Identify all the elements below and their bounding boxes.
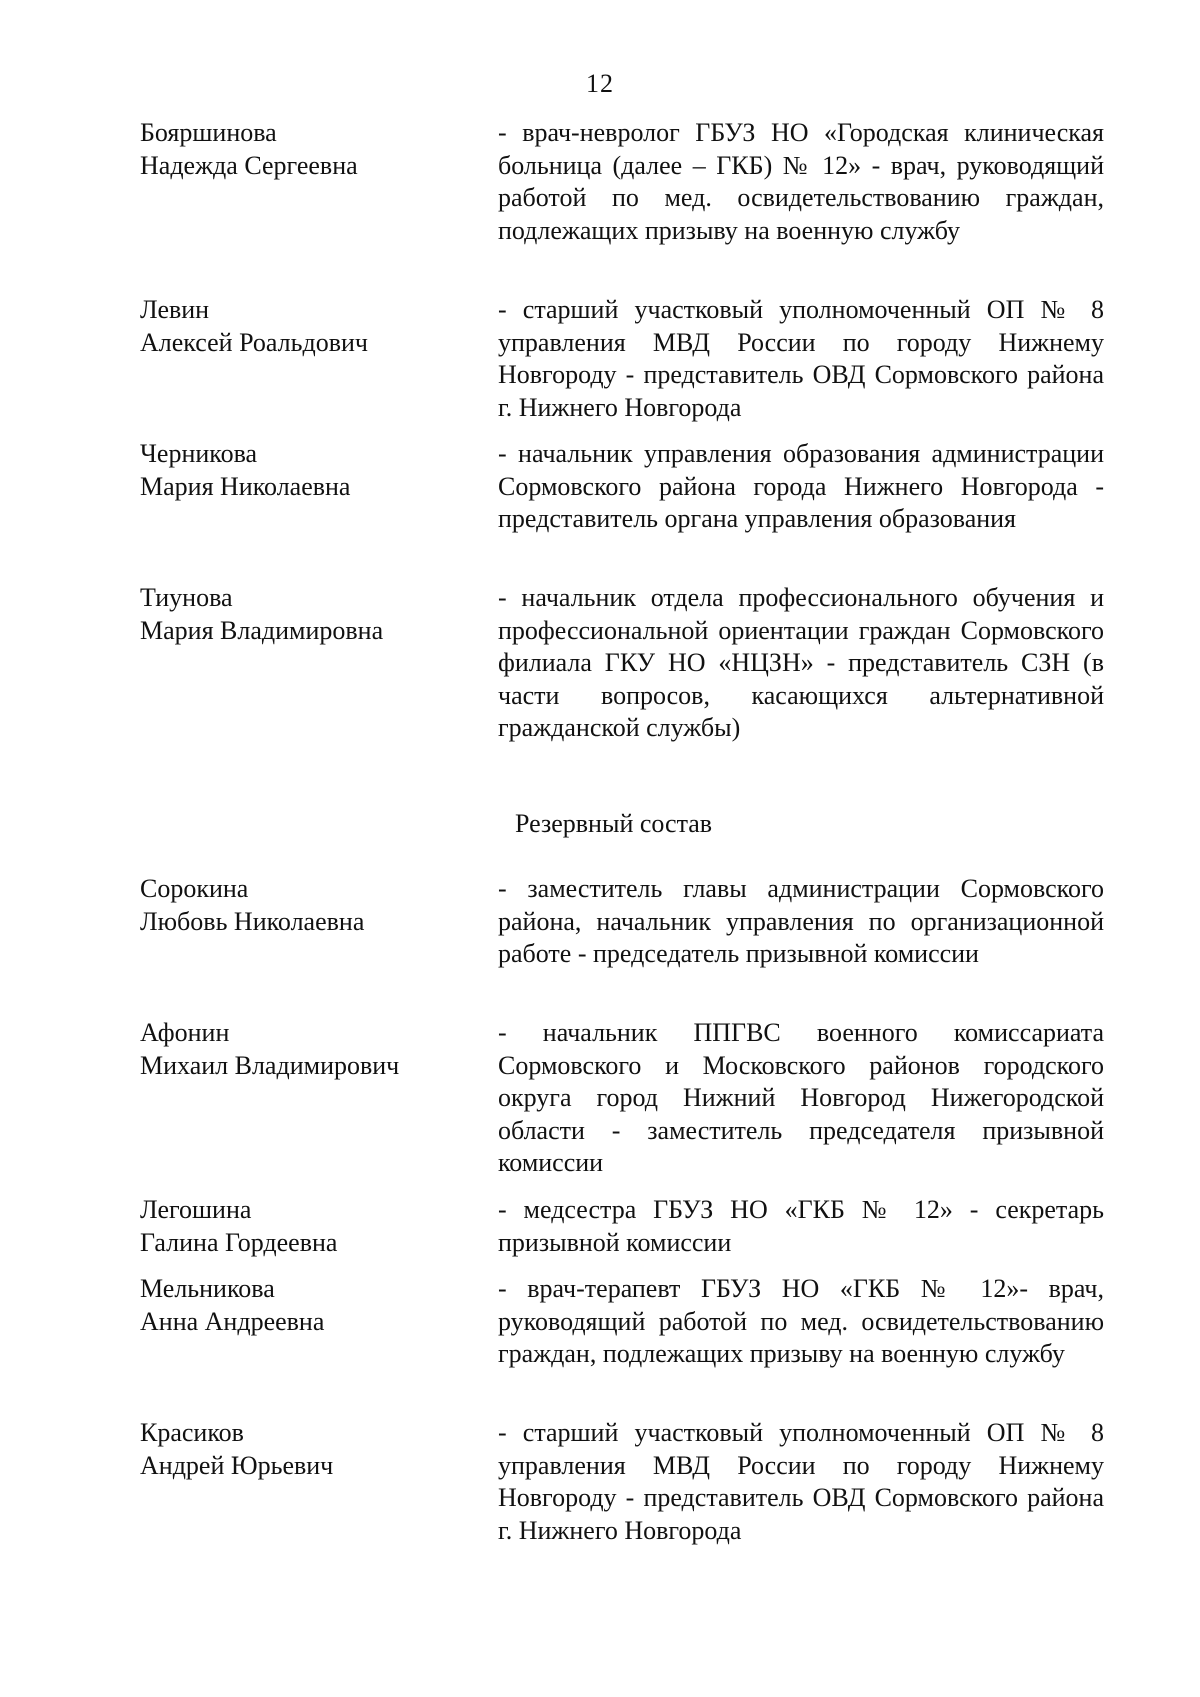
member-surname: Черникова [140,439,258,468]
member-surname: Сорокина [140,874,249,903]
member-name [140,582,470,647]
member-given-names: Алексей Роальдович [140,327,368,357]
member-surname: Бояршинова [140,118,277,147]
member-name [140,1017,470,1082]
member-name [140,1417,470,1482]
member-given-names: Любовь Николаевна [140,906,365,936]
member-role: - врач-невролог ГБУЗ НО «Городская клиническая больница (далее – ГКБ) № 12» - врач, руководящий работой по мед. освидетельствованию граждан, подлежащих призыву на военную службу [498,118,1104,245]
member-name [140,1194,470,1259]
member-role: - старший участковый уполномоченный ОП № 8 управления МВД России по городу Нижнему Новгороду - представитель ОВД Сормовского района г. Нижнего Новгорода [498,295,1104,422]
member-surname: Левин [140,295,210,324]
member-role: - заместитель главы администрации Сормовского района, начальник управления по организационной работе - председатель призывной комиссии [498,874,1104,968]
member-surname: Тиунова [140,583,233,612]
member-given-names: Андрей Юрьевич [140,1450,334,1480]
member-surname: Мельникова [140,1274,275,1303]
member-role: - врач-терапевт ГБУЗ НО «ГКБ № 12»- врач, руководящий работой по мед. освидетельствованию граждан, подлежащих призыву на военную службу [498,1274,1104,1368]
member-given-names: Надежда Сергеевна [140,150,358,180]
member-surname: Афонин [140,1018,230,1047]
member-name [140,294,470,359]
member-surname: Легошина [140,1195,252,1224]
member-name [140,1273,470,1338]
page-number: 12 [586,69,614,98]
member-name [140,117,470,182]
member-given-names: Михаил Владимирович [140,1050,400,1080]
member-given-names: Анна Андреевна [140,1306,325,1336]
member-surname: Красиков [140,1418,244,1447]
member-name [140,873,470,938]
member-role: - медсестра ГБУЗ НО «ГКБ № 12» - секретарь призывной комиссии [498,1195,1104,1257]
member-given-names: Мария Владимировна [140,615,384,645]
member-role: - начальник управления образования администрации Сормовского района города Нижнего Новгорода - представитель органа управления образования [498,439,1104,533]
member-given-names: Мария Николаевна [140,471,351,501]
member-name [140,438,470,503]
member-role: - начальник отдела профессионального обучения и профессиональной ориентации граждан Сормовского филиала ГКУ НО «НЦЗН» - представитель СЗН (в части вопросов, касающихся альтернативной гражданской службы) [498,583,1104,742]
member-role: - начальник ППГВС военного комиссариата Сормовского и Московского районов городского округа город Нижний Новгород Нижегородской области - заместитель председателя призывной комиссии [498,1018,1104,1177]
reserve-section-heading: Резервный состав [515,809,713,838]
member-role: - старший участковый уполномоченный ОП № 8 управления МВД России по городу Нижнему Новгороду - представитель ОВД Сормовского района г. Нижнего Новгорода [498,1418,1104,1545]
member-given-names: Галина Гордеевна [140,1227,338,1257]
